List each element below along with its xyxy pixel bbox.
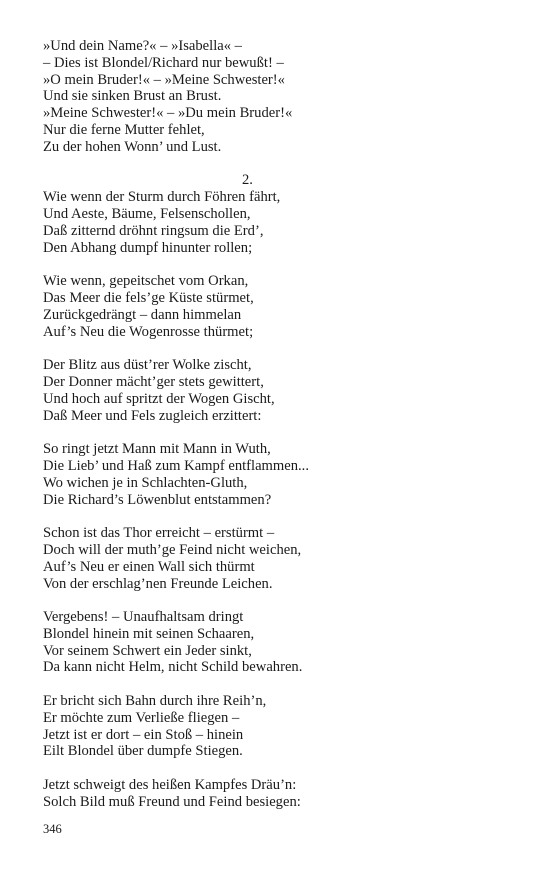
verse-line: Eilt Blondel über dumpfe Stiegen. <box>43 743 243 760</box>
verse-line: Blondel hinein mit seinen Schaaren, <box>43 625 255 642</box>
verse-line: Das Meer die fels’ge Küste stürmet, <box>43 289 254 306</box>
verse-line: Daß Meer und Fels zugleich erzittert: <box>43 407 262 424</box>
stanza-gap <box>43 424 513 441</box>
verse-line: Doch will der muth’ge Feind nicht weichen, <box>43 541 302 558</box>
verse-line: Auf’s Neu er einen Wall sich thürmt <box>43 558 255 575</box>
verse-line: Den Abhang dumpf hinunter rollen; <box>43 239 253 256</box>
verse-line: Der Donner mächt’ger stets gewittert, <box>43 373 264 390</box>
verse-line: Der Blitz aus düst’rer Wolke zischt, <box>43 357 252 374</box>
verse-line: Da kann nicht Helm, nicht Schild bewahren. <box>43 659 303 676</box>
verse-line: Vor seinem Schwert ein Jeder sinkt, <box>43 642 252 659</box>
stanza <box>43 273 513 340</box>
verse-line: Daß zitternd dröhnt ringsum die Erd’, <box>43 222 264 239</box>
stanza <box>43 525 513 592</box>
verse-line: Und Aeste, Bäume, Felsenschollen, <box>43 205 251 222</box>
verse-line: Er bricht sich Bahn durch ihre Reih’n, <box>43 693 267 710</box>
verse-line: »O mein Bruder!« – »Meine Schwester!« <box>43 71 285 88</box>
verse-line: Von der erschlag’nen Freunde Leichen. <box>43 575 273 592</box>
verse-line: Auf’s Neu die Wogenrosse thürmet; <box>43 323 254 340</box>
stanza <box>43 777 513 811</box>
verse-line: Wie wenn der Sturm durch Föhren fährt, <box>43 189 281 206</box>
verse-line: Die Richard’s Löwenblut entstammen? <box>43 491 272 508</box>
verse-line: Jetzt ist er dort – ein Stoß – hinein <box>43 726 244 743</box>
section-number: 2. <box>242 172 253 189</box>
stanza-gap <box>43 340 513 357</box>
stanza-gap <box>43 508 513 525</box>
verse-line: Und hoch auf spritzt der Wogen Gischt, <box>43 390 275 407</box>
verse-line: »Meine Schwester!« – »Du mein Bruder!« <box>43 105 293 122</box>
verse-line: Solch Bild muß Freund und Feind besiegen: <box>43 793 301 810</box>
stanza-gap <box>43 156 513 173</box>
verse-line: Die Lieb’ und Haß zum Kampf entflammen... <box>43 457 309 474</box>
stanza <box>43 693 513 760</box>
verse-line: Wo wichen je in Schlachten-Gluth, <box>43 474 248 491</box>
verse-line: Wie wenn, gepeitschet vom Orkan, <box>43 273 249 290</box>
verse-line: »Und dein Name?« – »Isabella« – <box>43 38 242 54</box>
verse-line: Vergebens! – Unaufhaltsam dringt <box>43 609 244 626</box>
stanza <box>43 441 513 508</box>
stanza-gap <box>43 760 513 777</box>
verse-line: So ringt jetzt Mann mit Mann in Wuth, <box>43 441 271 458</box>
verse-line: Zu der hohen Wonn’ und Lust. <box>43 138 222 155</box>
verse-line: Jetzt schweigt des heißen Kampfes Dräu’n: <box>43 777 297 794</box>
stanza <box>43 609 513 676</box>
verse-line: Er möchte zum Verließe fliegen – <box>43 709 240 726</box>
stanza <box>43 189 513 256</box>
verse-line: Und sie sinken Brust an Brust. <box>43 88 222 105</box>
stanza <box>43 38 513 156</box>
poem-text <box>43 38 513 811</box>
stanza-gap <box>43 592 513 609</box>
page-number: 346 <box>43 822 62 836</box>
stanza-gap <box>43 256 513 273</box>
verse-line: Nur die ferne Mutter fehlet, <box>43 121 205 138</box>
verse-line: Schon ist das Thor erreicht – erstürmt – <box>43 525 275 542</box>
stanza-gap <box>43 676 513 693</box>
verse-line: Zurückgedrängt – dann himmelan <box>43 306 242 323</box>
verse-line: – Dies ist Blondel/Richard nur bewußt! – <box>43 54 284 71</box>
stanza <box>43 357 513 424</box>
